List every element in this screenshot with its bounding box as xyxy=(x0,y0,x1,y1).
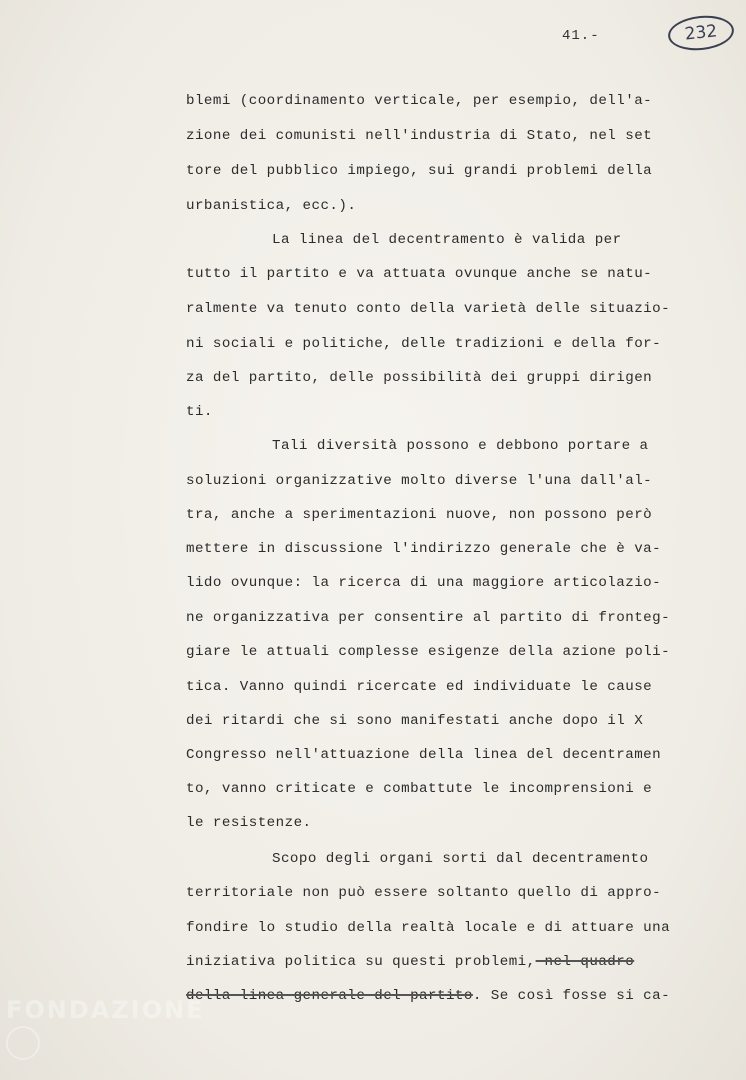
text-line: le resistenze. xyxy=(186,815,312,831)
archive-stamp: 232 xyxy=(666,13,735,54)
text-line: za del partito, delle possibilità dei gruppi dirigen xyxy=(186,370,653,386)
text-line: soluzioni organizzative molto diverse l'una dall'al- xyxy=(186,473,653,489)
text-line xyxy=(186,988,670,1004)
text-line: territoriale non può essere soltanto quello di appro- xyxy=(186,885,662,901)
text-line: zione dei comunisti nell'industria di Stato, nel set xyxy=(186,128,653,144)
text-line: ni sociali e politiche, delle tradizioni e della for- xyxy=(186,336,662,352)
text-line: Scopo degli organi sorti dal decentramento xyxy=(272,851,649,867)
text-line: lido ovunque: la ricerca di una maggiore articolazio- xyxy=(186,575,662,591)
text-line: Congresso nell'attuazione della linea del decentramen xyxy=(186,747,662,763)
page-number: 41.- xyxy=(562,28,600,44)
watermark-logo-icon xyxy=(6,1026,40,1060)
text-line: to, vanno criticate e combattute le incomprensioni e xyxy=(186,781,653,797)
text-line: tra, anche a sperimentazioni nuove, non possono però xyxy=(186,507,653,523)
text-line: fondire lo studio della realtà locale e di attuare una xyxy=(186,920,671,936)
watermark-text: FONDAZIONE xyxy=(6,996,205,1024)
text-line xyxy=(186,954,634,970)
text-line: urbanistica, ecc.). xyxy=(186,198,357,214)
struck-text: nel quadro xyxy=(535,954,635,970)
text-line: ti. xyxy=(186,404,213,420)
text-line: mettere in discussione l'indirizzo generale che è va- xyxy=(186,541,662,557)
text-line: tutto il partito e va attuata ovunque anche se natu- xyxy=(186,266,653,282)
text-segment: . Se così fosse si ca- xyxy=(472,988,671,1004)
text-line: giare le attuali complesse esigenze della azione poli- xyxy=(186,644,671,660)
text-segment: iniziativa politica su questi problemi, xyxy=(186,954,536,970)
text-line: La linea del decentramento è valida per xyxy=(272,232,622,248)
text-line: tica. Vanno quindi ricercate ed individuate le cause xyxy=(186,679,653,695)
text-line: blemi (coordinamento verticale, per esempio, dell'a- xyxy=(186,93,653,109)
text-line: ralmente va tenuto conto della varietà delle situazio- xyxy=(186,301,671,317)
text-line: ne organizzativa per consentire al partito di fronteg- xyxy=(186,610,671,626)
text-line: Tali diversità possono e debbono portare a xyxy=(272,438,649,454)
text-line: tore del pubblico impiego, sui grandi problemi della xyxy=(186,163,653,179)
text-line: dei ritardi che si sono manifestati anche dopo il X xyxy=(186,713,644,729)
struck-text: della linea generale del partito xyxy=(186,988,473,1004)
